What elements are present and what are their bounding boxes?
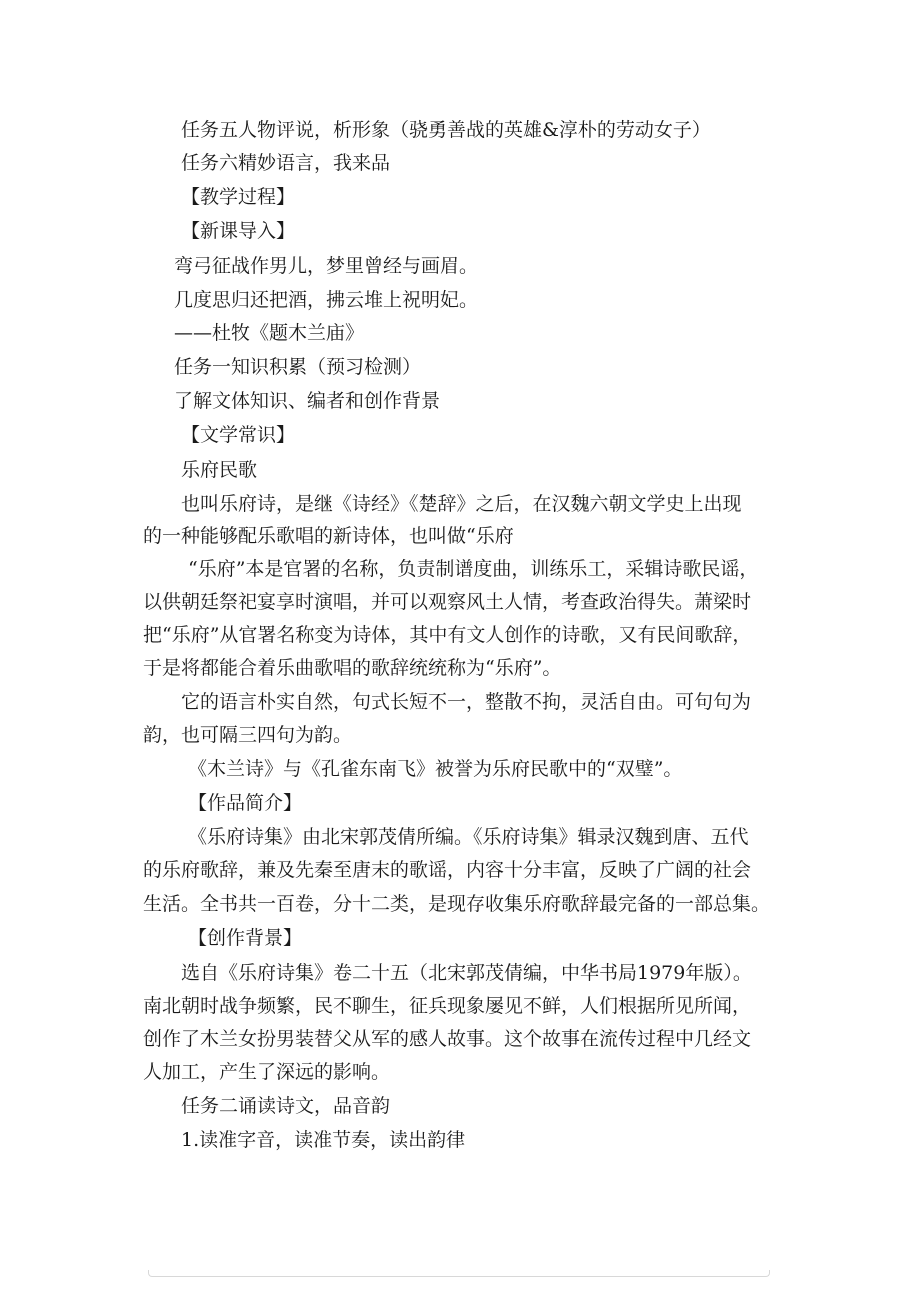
task-five-line: 任务五人物评说，析形象（骁勇善战的英雄&淳朴的劳动女子） (181, 119, 711, 141)
poem-line-1: 弯弓征战作男儿，梦里曾经与画眉。 (174, 255, 479, 277)
page-bottom-border (148, 1270, 770, 1277)
paragraph-line: 《乐府诗集》由北宋郭茂倩所编。《乐府诗集》辑录汉魏到唐、五代 (188, 826, 749, 848)
paragraph-line: 南北朝时战争频繁，民不聊生，征兵现象屡见不鲜，人们根据所见所闻， (143, 995, 752, 1017)
task-two-item-1: 1.读准字音，读准节奏，读出韵律 (181, 1129, 466, 1151)
heading-literary-knowledge: 【文学常识】 (181, 424, 296, 446)
paragraph-line: 人加工，产生了深远的影响。 (143, 1061, 391, 1083)
task-six-line: 任务六精妙语言，我来品 (181, 152, 391, 174)
task-two-line: 任务二诵读诗文，品音韵 (181, 1095, 391, 1117)
term-yuefu-folk-songs: 乐府民歌 (181, 459, 258, 481)
paragraph-line: 它的语言朴实自然，句式长短不一，整散不拘，灵活自由。可句句为 (181, 691, 752, 713)
paragraph-line: 以供朝廷祭祀宴享时演唱，并可以观察风土人情，考查政治得失。萧梁时 (143, 591, 752, 613)
paragraph-line: 也叫乐府诗，是继《诗经》《楚辞》之后，在汉魏六朝文学史上出现 (181, 493, 742, 515)
heading-work-intro: 【作品简介】 (188, 792, 303, 814)
paragraph-line: 于是将都能合着乐曲歌唱的歌辞统统称为“乐府”。 (143, 657, 562, 679)
paragraph-line: 《木兰诗》与《孔雀东南飞》被誉为乐府民歌中的“双璧”。 (188, 758, 683, 780)
paragraph-line: “乐府”本是官署的名称，负责制谱度曲，训练乐工，采辑诗歌民谣， (188, 558, 759, 580)
poem-line-2: 几度思归还把酒，拂云堆上祝明妃。 (174, 289, 479, 311)
paragraph-line: 选自《乐府诗集》卷二十五（北宋郭茂倩编，中华书局1979年版）。 (181, 962, 752, 984)
task-one-subtitle: 了解文体知识、编者和创作背景 (174, 390, 441, 412)
paragraph-line: 的一种能够配乐歌唱的新诗体，也叫做“乐府 (143, 525, 514, 547)
task-one-line: 任务一知识积累（预习检测） (174, 356, 422, 378)
heading-new-lesson-intro: 【新课导入】 (181, 220, 296, 242)
paragraph-line: 韵，也可隔三四句为韵。 (143, 724, 353, 746)
poem-attribution: ——杜牧《题木兰庙》 (174, 322, 365, 344)
heading-teaching-process: 【教学过程】 (181, 186, 296, 208)
paragraph-line: 生活。全书共一百卷，分十二类，是现存收集乐府歌辞最完备的一部总集。 (143, 893, 771, 915)
paragraph-line: 创作了木兰女扮男装替父从军的感人故事。这个故事在流传过程中几经文 (143, 1028, 752, 1050)
paragraph-line: 把“乐府”从官署名称变为诗体，其中有文人创作的诗歌，又有民间歌辞， (143, 624, 752, 646)
paragraph-line: 的乐府歌辞，兼及先秦至唐末的歌谣，内容十分丰富，反映了广阔的社会 (143, 859, 752, 881)
heading-creation-background: 【创作背景】 (188, 927, 303, 949)
